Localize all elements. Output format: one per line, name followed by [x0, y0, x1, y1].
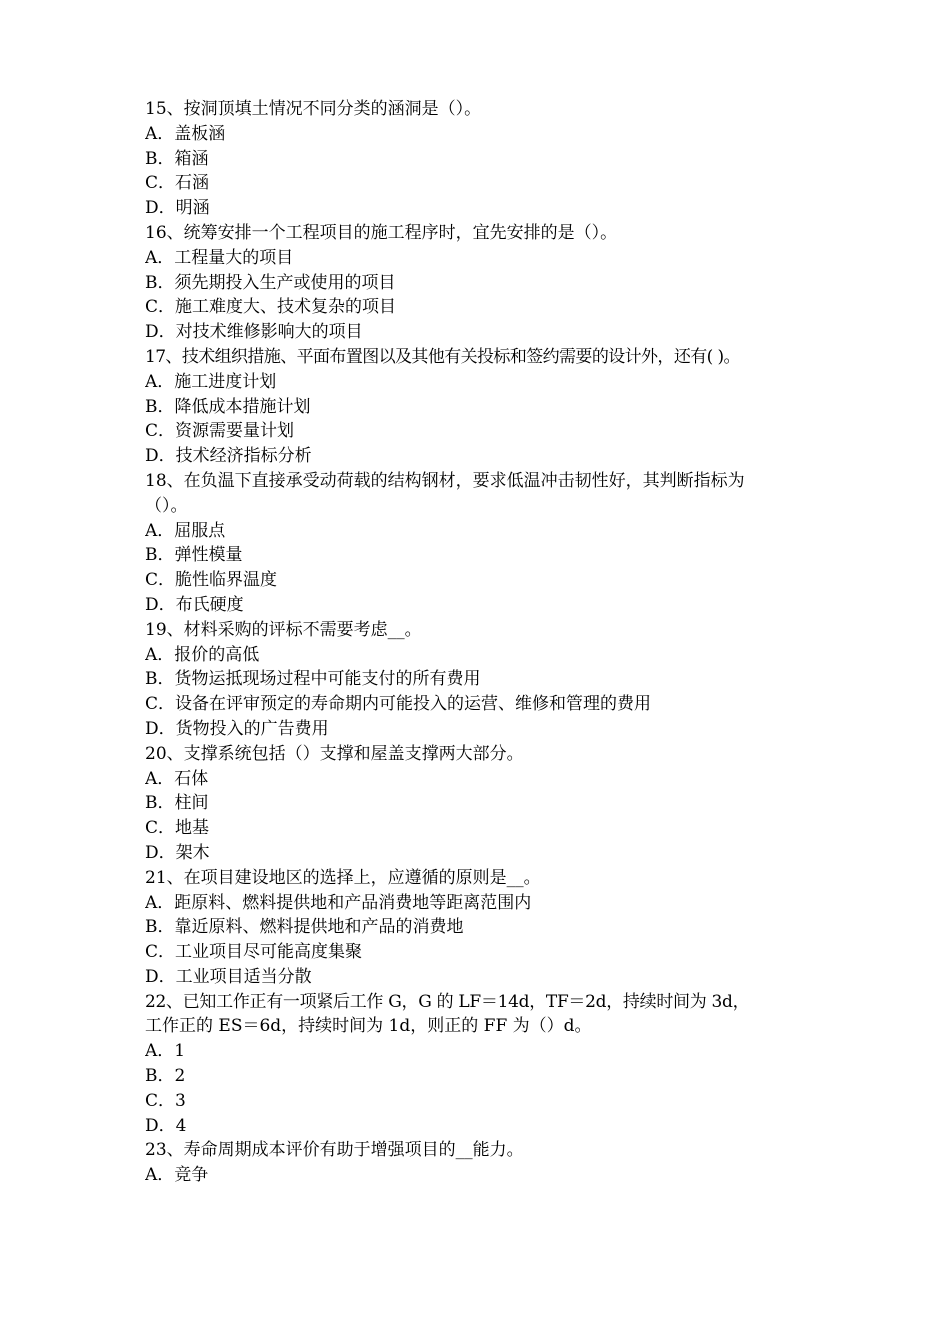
question-stem: 17、技术组织措施、平面布置图以及其他有关投标和签约需要的设计外，还有( )。	[145, 346, 740, 367]
option-d: D．技术经济指标分析	[145, 446, 312, 467]
option-d: D．对技术维修影响大的项目	[145, 322, 363, 343]
option-a: A．工程量大的项目	[145, 247, 294, 268]
question-19	[145, 618, 810, 742]
document-page	[145, 97, 810, 1188]
option-d: D．工业项目适当分散	[145, 966, 312, 987]
option-d: D．布氏硬度	[145, 594, 244, 615]
question-15	[145, 97, 810, 221]
option-c: C．资源需要量计划	[145, 421, 295, 442]
question-stem-continued: （）。	[145, 495, 188, 516]
question-stem: 16、统筹安排一个工程项目的施工程序时，宜先安排的是（）。	[145, 222, 618, 243]
option-c: C．施工难度大、技术复杂的项目	[145, 297, 397, 318]
question-stem: 21、在项目建设地区的选择上，应遵循的原则是__。	[145, 867, 541, 888]
question-stem-continued: 工作正的 ES＝6d，持续时间为 1d，则正的 FF 为（）d。	[145, 1016, 592, 1037]
option-b: B．靠近原料、燃料提供地和产品的消费地	[145, 917, 464, 938]
question-20	[145, 742, 810, 866]
option-a: A．屈服点	[145, 520, 226, 541]
option-a: A．报价的高低	[145, 644, 260, 665]
question-16	[145, 221, 810, 345]
option-c: C．3	[145, 1090, 186, 1111]
option-b: B．柱间	[145, 793, 209, 814]
option-b: B．2	[145, 1066, 186, 1087]
option-a: A．竞争	[145, 1165, 209, 1186]
option-c: C．工业项目尽可能高度集聚	[145, 942, 363, 963]
option-c: C．地基	[145, 818, 210, 839]
option-a: A．距原料、燃料提供地和产品消费地等距离范围内	[145, 892, 532, 913]
option-b: B．箱涵	[145, 148, 209, 169]
option-a: A．1	[145, 1041, 186, 1062]
option-a: A．石体	[145, 768, 209, 789]
question-stem: 23、寿命周期成本评价有助于增强项目的__能力。	[145, 1140, 524, 1161]
option-d: D．货物投入的广告费用	[145, 718, 329, 739]
option-b: B．弹性模量	[145, 545, 243, 566]
option-c: C．设备在评审预定的寿命期内可能投入的运营、维修和管理的费用	[145, 694, 652, 715]
option-a: A．施工进度计划	[145, 371, 277, 392]
option-d: D．明涵	[145, 198, 210, 219]
question-stem: 18、在负温下直接承受动荷载的结构钢材，要求低温冲击韧性好，其判断指标为	[145, 470, 745, 491]
question-stem: 15、按洞顶填土情况不同分类的涵洞是（）。	[145, 99, 482, 119]
question-stem: 20、支撑系统包括（）支撑和屋盖支撑两大部分。	[145, 743, 524, 764]
question-22	[145, 990, 810, 1139]
option-b: B．降低成本措施计划	[145, 396, 311, 417]
question-stem: 19、材料采购的评标不需要考虑__。	[145, 619, 422, 640]
option-c: C．脆性临界温度	[145, 570, 278, 591]
question-21	[145, 866, 810, 990]
option-a: A．盖板涵	[145, 123, 226, 144]
option-b: B．须先期投入生产或使用的项目	[145, 272, 396, 293]
option-c: C．石涵	[145, 173, 210, 194]
question-17	[145, 345, 810, 469]
option-b: B．货物运抵现场过程中可能支付的所有费用	[145, 669, 481, 690]
option-d: D．架木	[145, 842, 210, 863]
question-23	[145, 1138, 810, 1188]
option-d: D．4	[145, 1115, 187, 1136]
question-stem: 22、已知工作正有一项紧后工作 G，G 的 LF＝14d，TF＝2d，持续时间为 3d，	[145, 991, 750, 1012]
question-18	[145, 469, 810, 618]
